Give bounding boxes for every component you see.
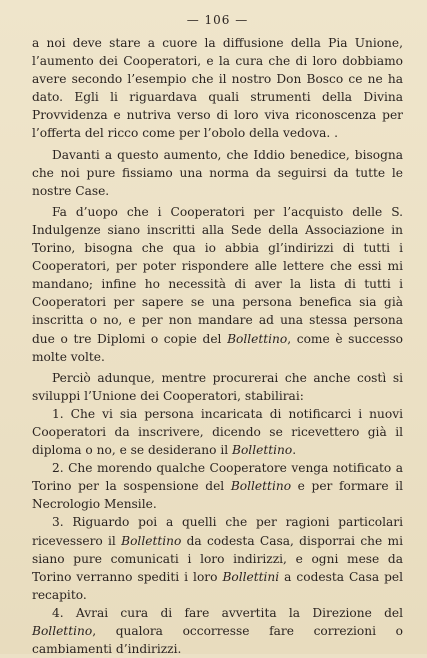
italic-title: Bollettino	[227, 331, 288, 346]
list-item-1	[32, 405, 403, 459]
paragraph-text: a codesta Casa pel recapito.	[32, 569, 403, 602]
paragraph-text: e per formare il Necrologio Mensile.	[32, 479, 403, 512]
italic-title: Bollettino	[121, 533, 182, 548]
paragraph-indulgenze	[32, 203, 403, 366]
paragraph-text: , come è successo molte volte.	[32, 331, 403, 364]
paragraph-text: 3. Riguardo poi a quelli che per ragioni particolari ricevessero il	[32, 515, 403, 548]
list-item-2	[32, 459, 403, 513]
list-item-3	[32, 513, 403, 603]
paragraph-stabilirai: Perciò adunque, mentre procurerai che anche costì si sviluppi l’Unione dei Cooperatori, stabilirai:	[32, 370, 403, 403]
paragraph-text: da codesta Casa, disporrai che mi siano pure comunicati i loro indirizzi, e ogni mese da Torino verranno spediti i loro	[32, 533, 403, 584]
italic-title: Bollettini	[222, 569, 280, 584]
italic-title: Bollettino	[230, 479, 292, 494]
paragraph-norma: Davanti a questo aumento, che Iddio benedice, bisogna che noi pure fissiamo una norma da seguirsi da tutte le nostre Case.	[32, 147, 403, 198]
page-body	[32, 34, 403, 658]
paragraph-text: .	[292, 443, 297, 458]
paragraph-continuation: a noi deve stare a cuore la diffusione della Pia Unione, l’aumento dei Cooperatori, e la cura che di loro dobbiamo avere secondo l’esempio che il nostro Don Bosco ce ne ha dato. Egli li riguardava quali strumenti della Divina Provvidenza e nutriva verso di loro viva riconoscenza per l’offerta del ricco come per l’obolo della vedova. .	[32, 36, 403, 141]
italic-title: Bollettino	[32, 624, 93, 638]
paragraph-text: 4. Avrai cura di fare avvertita la Direzione del	[52, 605, 403, 620]
list-item-4	[32, 604, 403, 658]
italic-title: Bollettino	[232, 443, 293, 458]
paragraph-text: , qualora occorresse fare correzioni o cambiamenti d’indirizzi.	[32, 624, 403, 657]
paragraph-text: 1. Che vi sia persona incaricata di notificarci i nuovi Cooperatori da inscrivere, dicendo se ricevettero già il diploma o no, e se desiderano il	[32, 406, 403, 458]
page-number: — 106 —	[186, 13, 249, 27]
paragraph-text: 2. Che morendo qualche Cooperatore venga notificato a Torino per la sospensione del	[32, 461, 403, 494]
paragraph-text: Fa d’uopo che i Cooperatori per l’acquisto delle S. Indulgenze siano inscritti alla Sede della Associazione in Torino, bisogna che qua io abbia gl’indirizzi di tutti i Cooperatori, per poter rispondere alle lettere che essi mi mandano; infine ho necessità di aver la lista di tutti i Cooperatori per sapere se una persona benefica sia già inscritta o no, e per non mandare ad una stessa persona due o tre Diplomi o copie del	[32, 204, 403, 346]
